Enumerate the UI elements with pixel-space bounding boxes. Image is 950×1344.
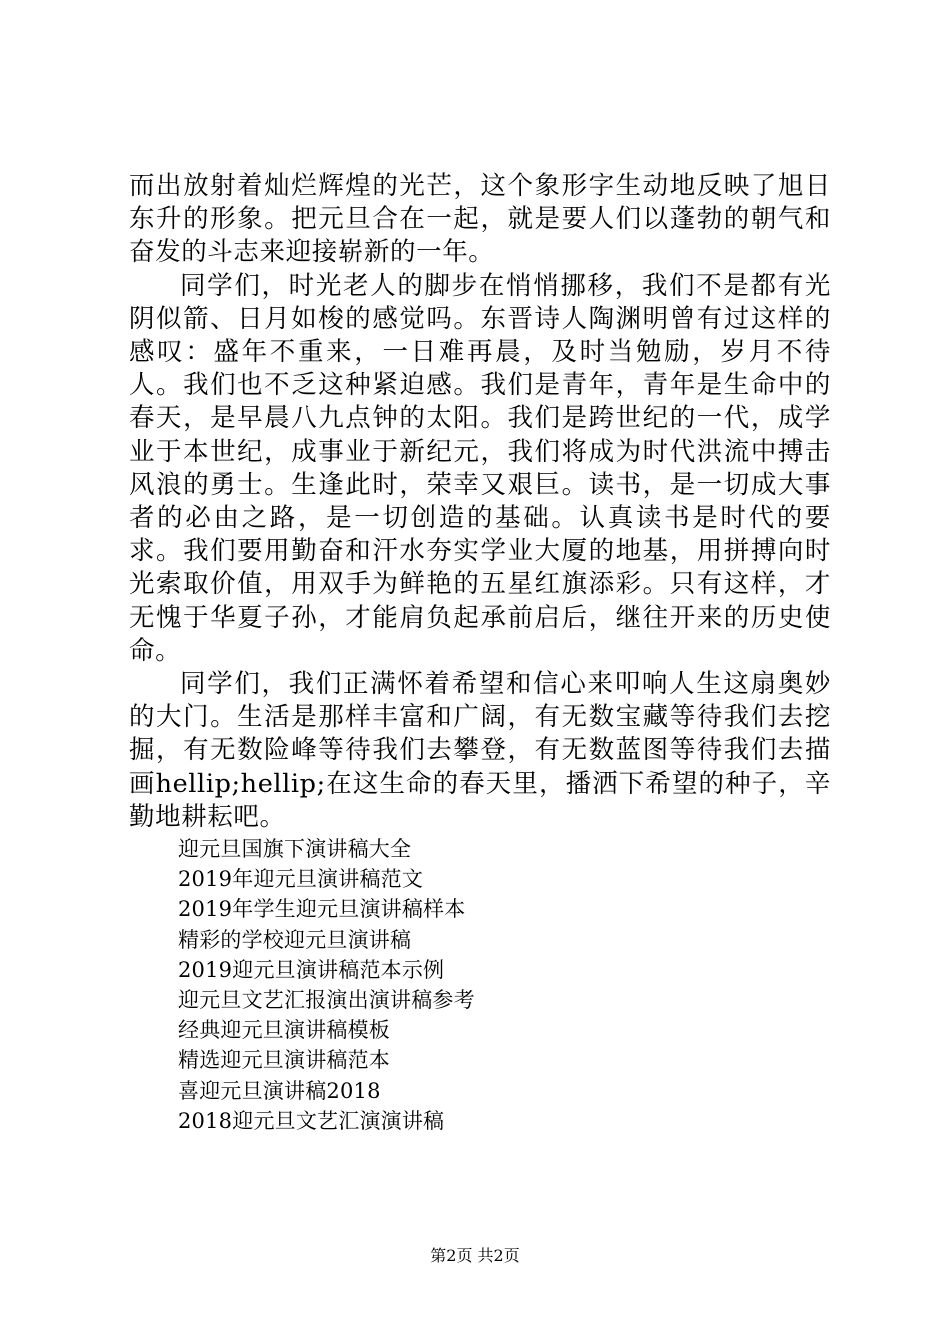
related-articles-list: [129, 834, 831, 1136]
related-article-link[interactable]: 迎元旦文艺汇报演出演讲稿参考: [178, 988, 475, 1013]
related-article-link[interactable]: 喜迎元旦演讲稿2018: [178, 1078, 381, 1103]
paragraph: 而出放射着灿烂辉煌的光芒，这个象形字生动地反映了旭日东升的形象。把元旦合在一起，就是要人们以蓬勃的朝气和奋发的斗志来迎接崭新的一年。: [129, 171, 831, 268]
page-footer: [0, 1246, 950, 1266]
related-article-link[interactable]: 精彩的学校迎元旦演讲稿: [178, 927, 412, 952]
related-article-link[interactable]: 2019年迎元旦演讲稿范文: [178, 867, 424, 892]
related-article-link[interactable]: 精选迎元旦演讲稿范本: [178, 1048, 390, 1073]
related-article-link[interactable]: 2018迎元旦文艺汇演演讲稿: [178, 1108, 445, 1133]
related-article-link[interactable]: 经典迎元旦演讲稿模板: [178, 1018, 390, 1043]
document-body: [129, 170, 831, 1136]
paragraph: 同学们，时光老人的脚步在悄悄挪移，我们不是都有光阴似箭、日月如梭的感觉吗。东晋诗人陶渊明曾有过这样的感叹：盛年不重来，一日难再晨，及时当勉励，岁月不待人。我们也不乏这种紧迫感。我们是青年，青年是生命中的春天，是早晨八九点钟的太阳。我们是跨世纪的一代，成学业于本世纪，成事业于新纪元，我们将成为时代洪流中搏击风浪的勇士。生逢此时，荣幸又艰巨。读书，是一切成大事者的必由之路，是一切创造的基础。认真读书是时代的要求。我们要用勤奋和汗水夯实学业大厦的地基，用拼搏向时光索取价值，用双手为鲜艳的五星红旗添彩。只有这样，才无愧于华夏子孙，才能肩负起承前启后，继往开来的历史使命。: [129, 270, 831, 666]
related-article-link[interactable]: 2019年学生迎元旦演讲稿样本: [178, 897, 466, 922]
paragraph: 同学们，我们正满怀着希望和信心来叩响人生这扇奥妙的大门。生活是那样丰富和广阔，有无数宝藏等待我们去挖掘，有无数险峰等待我们去攀登，有无数蓝图等待我们去描画hellip;hellip;在这生命的春天里，播洒下希望的种子，辛勤地耕耘吧。: [129, 669, 831, 832]
related-article-link[interactable]: 2019迎元旦演讲稿范本示例: [178, 957, 445, 982]
related-article-link[interactable]: 迎元旦国旗下演讲稿大全: [178, 837, 412, 862]
page-number: 第2页 共2页: [430, 1246, 520, 1265]
